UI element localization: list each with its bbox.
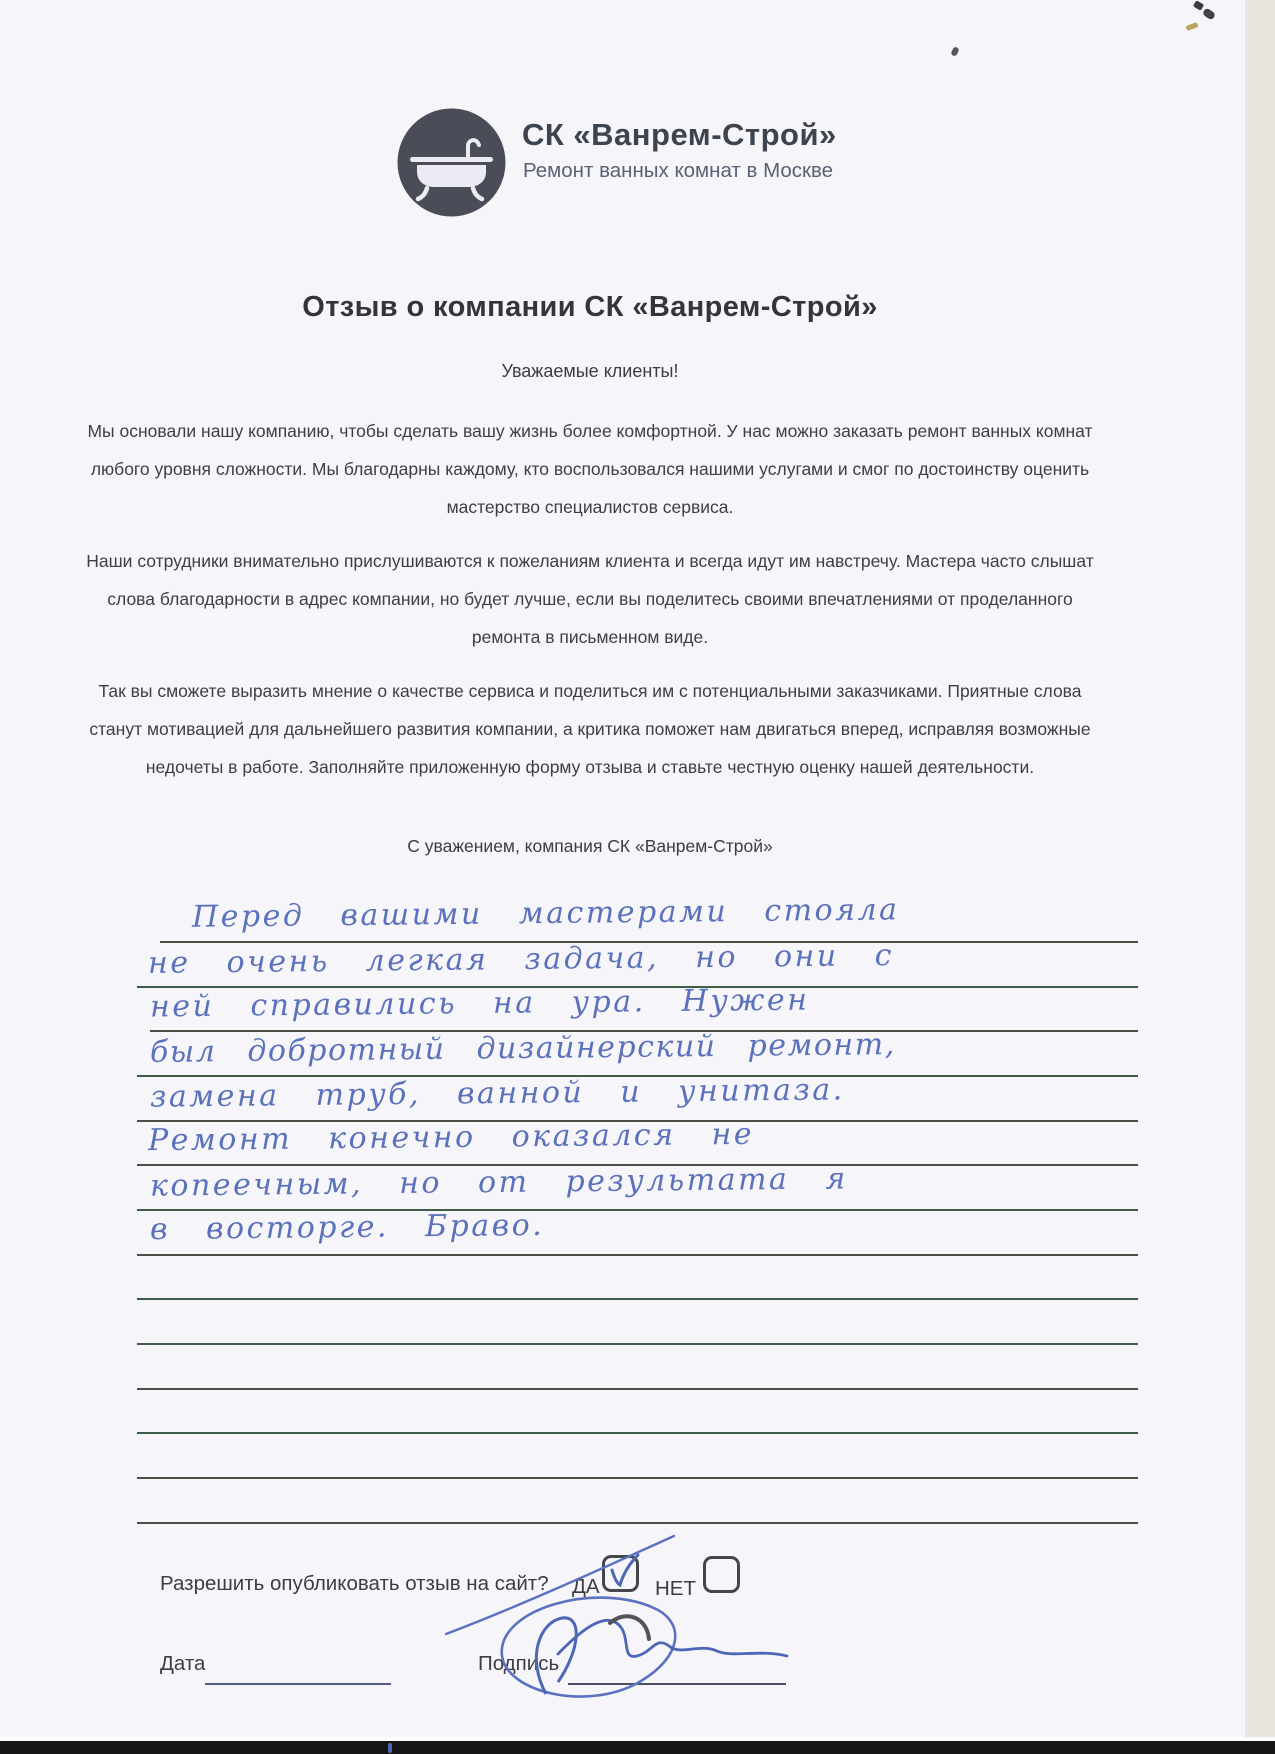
handwritten-line: замена труб, ванной и унитаза. [149, 1072, 845, 1115]
signature-label: Подпись [478, 1652, 560, 1675]
date-field[interactable] [205, 1683, 391, 1685]
scan-edge-right [1245, 0, 1275, 1754]
scan-speck [1186, 22, 1199, 31]
greeting-line: Уважаемые клиенты! [501, 361, 679, 381]
company-name: СК «Ванрем-Строй» [522, 117, 837, 152]
handwritten-line: ней справились на ура. Нужен [149, 982, 810, 1025]
signature-scribble [440, 1530, 820, 1740]
publish-question: Разрешить опубликовать отзыв на сайт? [160, 1572, 549, 1595]
handwritten-line: копеечным, но от результата я [149, 1161, 848, 1204]
ruled-line [137, 1522, 1138, 1524]
ruled-line [137, 1254, 1138, 1256]
scan-speck [388, 1743, 392, 1753]
scan-speck [1202, 7, 1216, 20]
bathtub-icon [396, 107, 507, 218]
handwritten-line: не очень легкая задача, но они с [147, 938, 895, 981]
ruled-line [137, 1432, 1138, 1434]
no-label: НЕТ [655, 1577, 696, 1600]
handwritten-line: Ремонт конечно оказался не [147, 1116, 755, 1159]
closing-line: С уважением, компания СК «Ванрем-Строй» [407, 836, 773, 856]
ruled-line [137, 1298, 1138, 1300]
intro-paragraph-3: Так вы сможете выразить мнение о качестве сервиса и поделиться им с потенциальными заказчиками. Приятные слова станут мотивацией для дальнейшего развития компании, а критика поможет нам двигаться вперед, исправляя возможные недочеты в работе. Заполняйте приложенную форму отзыва и ставьте честную оценку нашей деятельности. [89, 681, 1091, 777]
scan-edge-bottom [0, 1741, 1275, 1754]
ruled-line [137, 1388, 1138, 1390]
handwritten-line: Перед вашими мастерами стояла [191, 892, 900, 935]
scan-speck [1193, 0, 1204, 11]
yes-label: ДА [572, 1575, 600, 1598]
handwritten-line: в восторге. Браво. [149, 1207, 545, 1248]
scan-speck [950, 46, 959, 57]
ruled-line [137, 1477, 1138, 1479]
date-label: Дата [160, 1652, 206, 1675]
handwritten-line: был добротный дизайнерский ремонт, [149, 1027, 896, 1070]
page-title: Отзыв о компании СК «Ванрем-Строй» [302, 291, 878, 323]
intro-paragraph-1: Мы основали нашу компанию, чтобы сделать вашу жизнь более комфортной. У нас можно заказать ремонт ванных комнат любого уровня сложности. Мы благодарны каждому, кто воспользовался нашими услугами и смог по достоинству оценить мастерство специалистов сервиса. [87, 421, 1093, 517]
company-tagline: Ремонт ванных комнат в Москве [523, 159, 834, 182]
intro-paragraph-2: Наши сотрудники внимательно прислушиваются к пожеланиям клиента и всегда идут им навстречу. Мастера часто слышат слова благодарности в адрес компании, но будет лучше, если вы поделитесь своими впечатлениями от проделанного ремонта в письменном виде. [86, 551, 1094, 647]
ruled-line [137, 1343, 1138, 1345]
